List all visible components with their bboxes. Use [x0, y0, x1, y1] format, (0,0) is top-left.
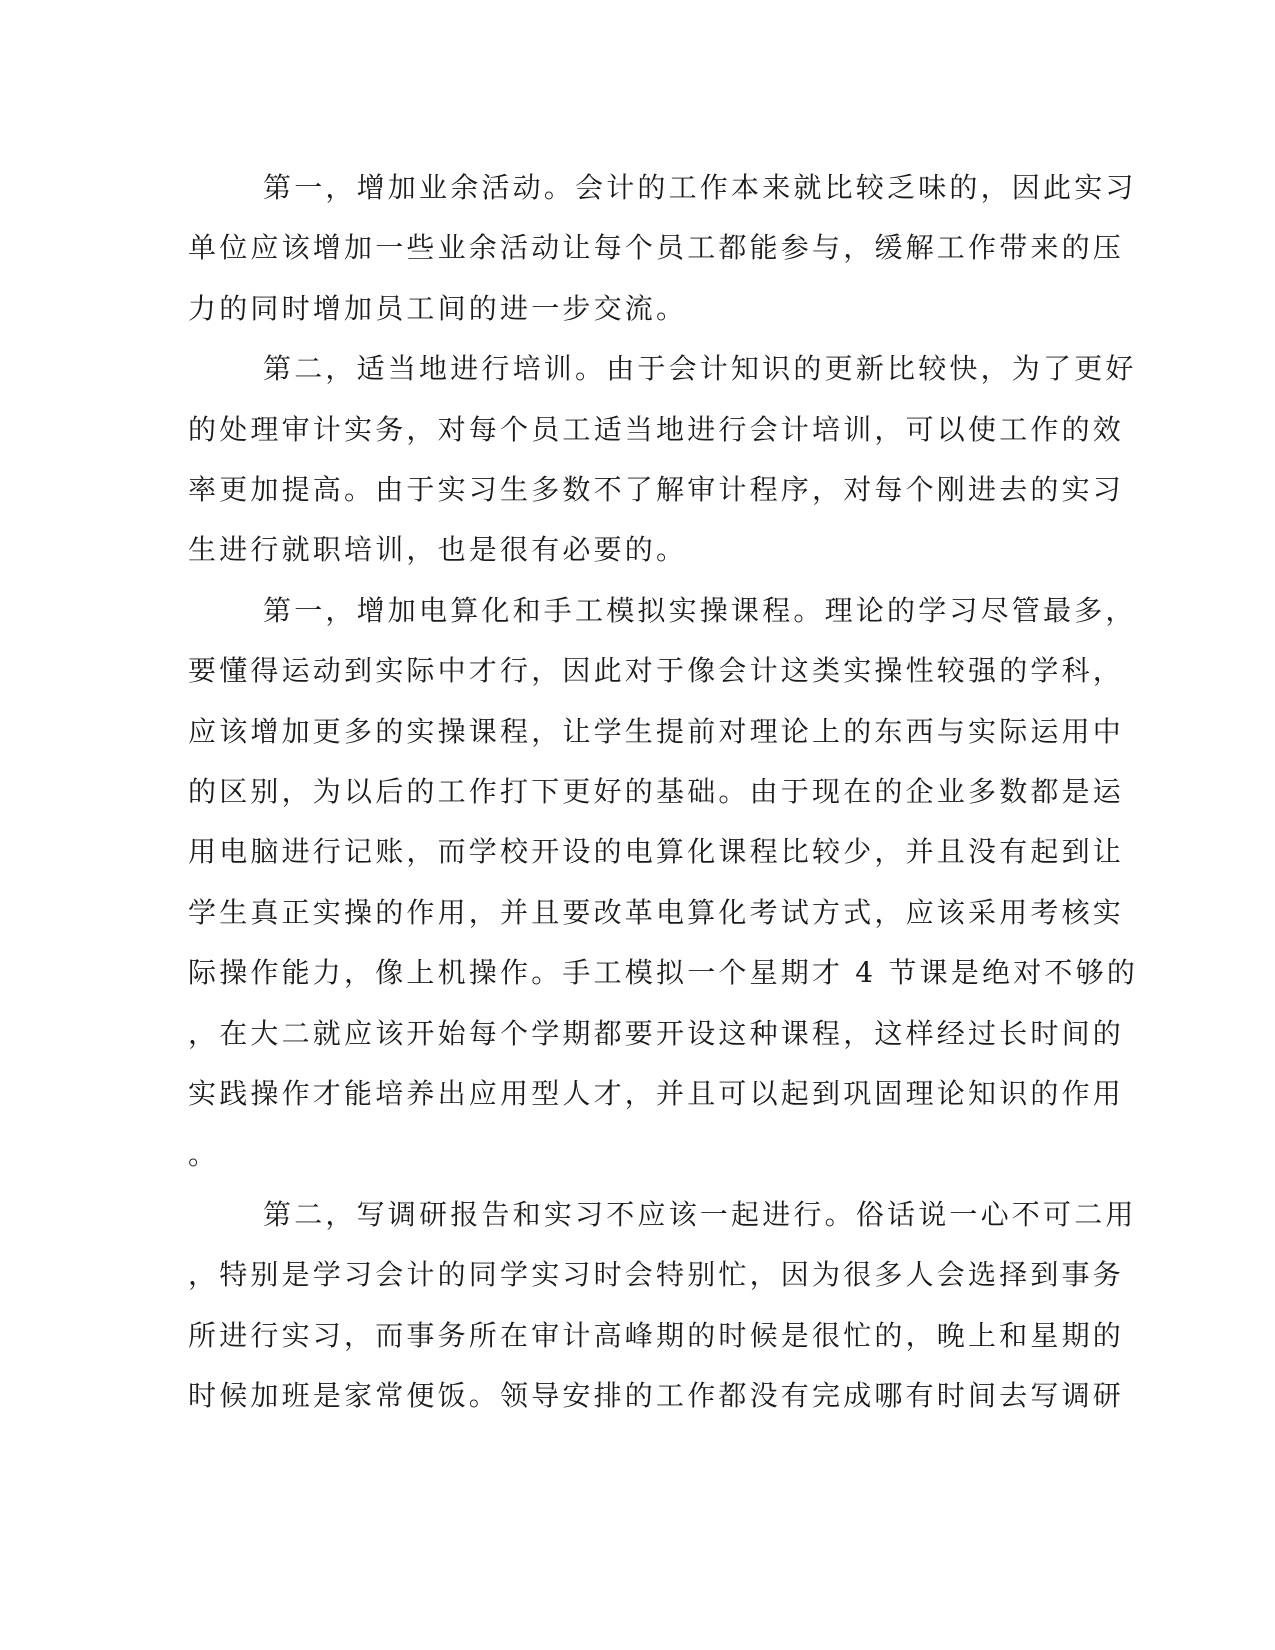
- paragraph-line: 用电脑进行记账，而学校开设的电算化课程比较少，并且没有起到让: [188, 835, 1125, 869]
- paragraph-line: 第二，适当地进行培训。由于会计知识的更新比较快，为了更好: [263, 352, 1137, 386]
- paragraph-line: 的处理审计实务，对每个员工适当地进行会计培训，可以使工作的效: [188, 412, 1125, 446]
- paragraph-line: 力的同时增加员工间的进一步交流。: [188, 291, 688, 325]
- paragraph-line: ，在大二就应该开始每个学期都要开设这种课程，这样经过长时间的: [188, 1016, 1125, 1050]
- paragraph-line: 际操作能力，像上机操作。手工模拟一个星期才 4 节课是绝对不够的: [188, 956, 1139, 990]
- paragraph-line: 实践操作才能培养出应用型人才，并且可以起到巩固理论知识的作用: [188, 1077, 1125, 1111]
- paragraph-line: 要懂得运动到实际中才行，因此对于像会计这类实操性较强的学科，: [188, 654, 1125, 688]
- paragraph-line: 。: [188, 1137, 220, 1171]
- paragraph-line: 应该增加更多的实操课程，让学生提前对理论上的东西与实际运用中: [188, 714, 1125, 748]
- body-text: [188, 158, 1139, 1427]
- paragraph-1: [188, 158, 1137, 339]
- paragraph-line: 生进行就职培训，也是很有必要的。: [188, 533, 688, 567]
- paragraph-line: 时候加班是家常便饭。领导安排的工作都没有完成哪有时间去写调研: [188, 1379, 1125, 1413]
- paragraph-line: 单位应该增加一些业余活动让每个员工都能参与，缓解工作带来的压: [188, 231, 1125, 265]
- paragraph-line: 所进行实习，而事务所在审计高峰期的时候是很忙的，晚上和星期的: [188, 1318, 1125, 1352]
- paragraph-line: 学生真正实操的作用，并且要改革电算化考试方式，应该采用考核实: [188, 895, 1125, 929]
- paragraph-line: 率更加提高。由于实习生多数不了解审计程序，对每个刚进去的实习: [188, 473, 1125, 507]
- paragraph-3: [188, 581, 1139, 1185]
- paragraph-2: [188, 339, 1137, 581]
- paragraph-line: 的区别，为以后的工作打下更好的基础。由于现在的企业多数都是运: [188, 775, 1125, 809]
- paragraph-line: 第一，增加业余活动。会计的工作本来就比较乏味的，因此实习: [263, 171, 1137, 204]
- paragraph-line: 第一，增加电算化和手工模拟实操课程。理论的学习尽管最多，: [263, 593, 1137, 627]
- paragraph-line: ，特别是学习会计的同学实习时会特别忙，因为很多人会选择到事务: [188, 1258, 1125, 1292]
- paragraph-line: 第二，写调研报告和实习不应该一起进行。俗话说一心不可二用: [263, 1197, 1137, 1231]
- paragraph-4: [188, 1185, 1137, 1427]
